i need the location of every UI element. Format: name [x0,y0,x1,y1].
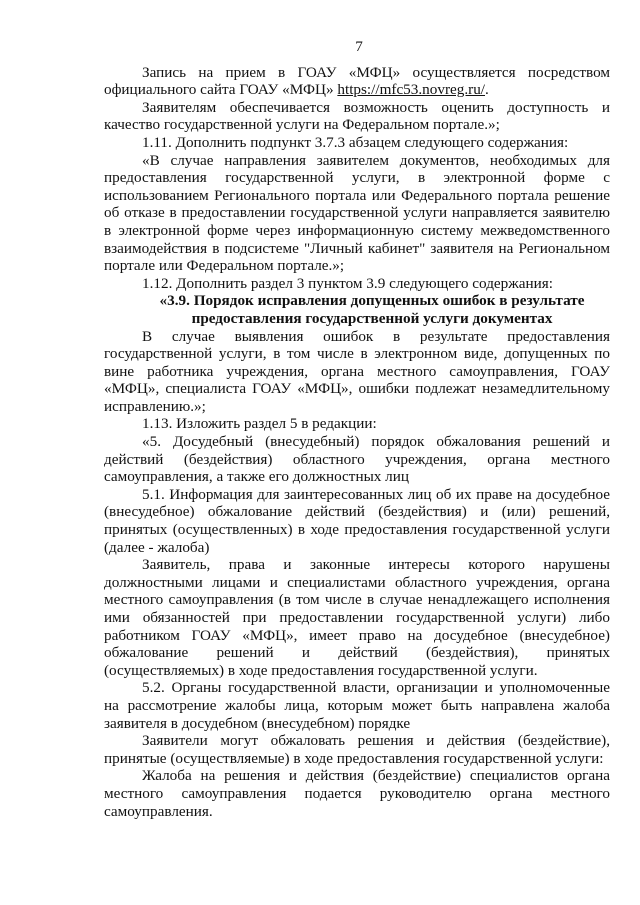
page-number: 7 [355,38,363,55]
paragraph: Заявитель, права и законные интересы которого нарушены должностными лицами и специалистами областного учреждения, органа местного самоуправления (в том числе в случае ненадлежащего исполнения ими обязанностей при предоставлении государственной услуги) либо работником ГОАУ «МФЦ», имеет право на досудебное (внесудебное) обжалование решений и действий (бездействия), принятых (осуществляемых) в ходе предоставления государственной услуги. [104,556,610,679]
paragraph: 1.11. Дополнить подпункт 3.7.3 абзацем следующего содержания: [142,133,569,151]
section-heading-3-9: «3.9. Порядок исправления допущенных ошибок в результате предоставления государственной услуги документах [159,292,585,327]
paragraph: 5.2. Органы государственной власти, организации и уполномоченные на рассмотрение жалобы лица, которым может быть направлена жалоба заявителя в досудебном (внесудебном) порядке [104,679,610,732]
mfc-website-link[interactable]: https://mfc53.novreg.ru/ [337,81,486,99]
paragraph: Жалоба на решения и действия (бездействие) специалистов органа местного самоуправления подается руководителю органа местного самоуправления. [104,767,610,820]
paragraph: 1.13. Изложить раздел 5 в редакции: [142,415,377,433]
paragraph: Заявители могут обжаловать решения и действия (бездействие), принятые (осуществляемые) в ходе предоставления государственной услуги: [104,732,610,767]
paragraph: В случае выявления ошибок в результате предоставления государственной услуги, в том числе в электронном виде, допущенных по вине работника учреждения, органа местного самоуправления, ГОАУ «МФЦ», специалиста ГОАУ «МФЦ», ошибки подлежат незамедлительному исправлению.»; [104,327,610,415]
paragraph: Заявителям обеспечивается возможность оценить доступность и качество государственной услуги на Федеральном портале.»; [104,98,610,134]
document-page [104,38,610,820]
paragraph-tail: . [485,81,489,99]
paragraph: «5. Досудебный (внесудебный) порядок обжалования решений и действий (бездействия) областного учреждения, органа местного самоуправления, а также его должностных лиц [104,433,610,486]
paragraph-mfc-appointment [104,64,610,99]
paragraph: «В случае направления заявителем документов, необходимых для предоставления государственной услуги, в электронной форме с использованием Регионального портала или Федерального портала решение об отказе в предоставлении государственной услуги направляется заявителю в электронной форме через информационную систему межведомственного взаимодействия в подсистеме "Личный кабинет" заявителя на Региональном портале или Федеральном портале.»; [104,151,610,275]
paragraph: 1.12. Дополнить раздел 3 пунктом 3.9 следующего содержания: [142,274,553,292]
paragraph-text: Запись на прием в ГОАУ «МФЦ» осуществляется посредством официального сайта ГОАУ «МФЦ» [104,63,610,99]
paragraph: 5.1. Информация для заинтересованных лиц об их праве на досудебное (внесудебное) обжалование действий (бездействия) и (или) решений, принятых (осуществленных) в ходе предоставления государственной услуги (далее - жалоба) [104,485,610,556]
